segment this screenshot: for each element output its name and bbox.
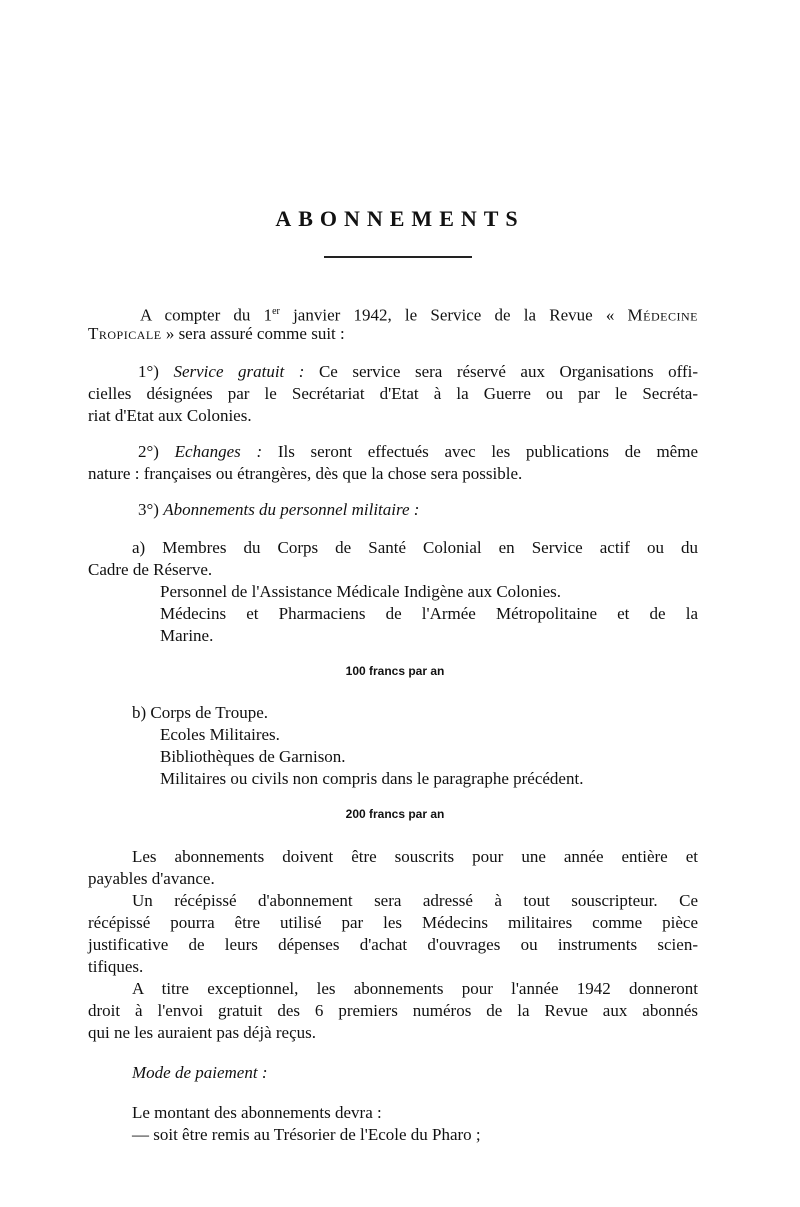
price-group-b: 200 francs par an — [345, 807, 445, 821]
para2-line-4: tifiques. — [88, 957, 144, 976]
group-a-line-3: Personnel de l'Assistance Médicale Indigène aux Colonies. — [160, 582, 562, 601]
para2-line-1: Un récépissé d'abonnement sera adressé à tout souscripteur. Ce — [132, 891, 698, 910]
group-a-line-4: Médecins et Pharmaciens de l'Armée Métropolitaine et de la — [160, 604, 698, 623]
intro-line-1: A compter du 1er janvier 1942, le Service de la Revue « Médecine — [140, 305, 698, 325]
group-b-line-4: Militaires ou civils non compris dans le paragraphe précédent. — [160, 769, 584, 788]
para1-line-2: payables d'avance. — [88, 869, 215, 888]
group-b-line-1: b) Corps de Troupe. — [132, 703, 269, 722]
price-group-a: 100 francs par an — [345, 664, 445, 678]
intro-line-2: Tropicale » sera assuré comme suit : — [88, 324, 345, 343]
item2-label: Echanges : — [174, 442, 263, 461]
page-title: ABONNEMENTS — [275, 206, 525, 231]
para3-line-2: droit à l'envoi gratuit des 6 premiers numéros de la Revue aux abonnés — [88, 1001, 698, 1020]
journal-name: Médecine — [627, 305, 698, 325]
item3-label: Abonnements du personnel militaire : — [163, 500, 420, 519]
payment-heading: Mode de paiement : — [132, 1063, 268, 1082]
group-a-line-5: Marine. — [160, 626, 214, 645]
item1-line-2: cielles désignées par le Secrétariat d'Etat à la Guerre ou par le Secréta- — [88, 384, 698, 403]
payment-line-2: — soit être remis au Trésorier de l'Ecole du Pharo ; — [132, 1125, 481, 1144]
para3-line-3: qui ne les auraient pas déjà reçus. — [88, 1023, 316, 1042]
payment-line-1: Le montant des abonnements devra : — [132, 1103, 382, 1122]
item1-line-1: 1°) Service gratuit : Ce service sera réservé aux Organisations offi- — [138, 362, 699, 381]
title-underline — [324, 256, 472, 258]
group-b-line-3: Bibliothèques de Garnison. — [160, 747, 346, 766]
para1-line-1: Les abonnements doivent être souscrits pour une année entière et — [132, 847, 698, 866]
item2-line-2: nature : françaises ou étrangères, dès que la chose sera possible. — [88, 464, 523, 483]
group-a-line-1: a) Membres du Corps de Santé Colonial en Service actif ou du — [132, 538, 698, 557]
para2-line-3: justificative de leurs dépenses d'achat d'ouvrages ou instruments scien- — [88, 935, 698, 954]
para2-line-2: récépissé pourra être utilisé par les Médecins militaires comme pièce — [88, 913, 698, 932]
para3-line-1: A titre exceptionnel, les abonnements pour l'année 1942 donneront — [132, 979, 698, 998]
group-a-line-2: Cadre de Réserve. — [88, 560, 213, 579]
item1-line-3: riat d'Etat aux Colonies. — [88, 406, 252, 425]
group-b-line-2: Ecoles Militaires. — [160, 725, 280, 744]
item2-line-1: 2°) Echanges : Ils seront effectués avec les publications de même — [138, 442, 698, 461]
item3-line: 3°) Abonnements du personnel militaire : — [138, 500, 420, 519]
item1-label: Service gratuit : — [173, 362, 305, 381]
